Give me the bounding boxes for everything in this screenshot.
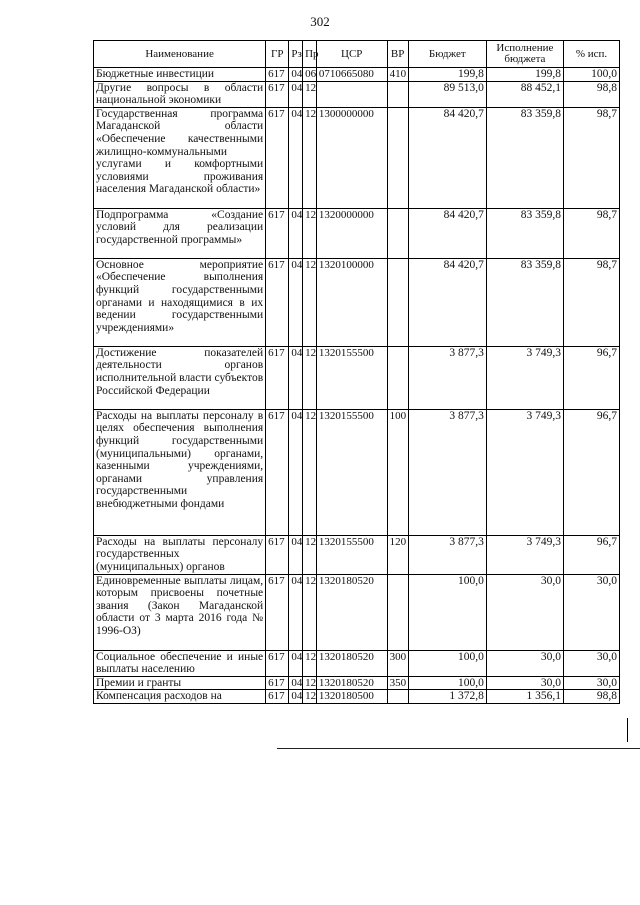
row-pct: 96,7 [563, 346, 619, 409]
row-name: Расходы на выплаты персоналу государственных (муниципальных) органов [94, 535, 266, 574]
row-name: Другие вопросы в области национальной экономики [94, 81, 266, 107]
row-rz: 04 [289, 258, 303, 346]
row-pr: 12 [303, 409, 317, 535]
header-csr: ЦСР [316, 41, 387, 68]
row-csr: 1320155500 [316, 535, 387, 574]
row-pct: 30,0 [563, 676, 619, 690]
row-rz: 04 [289, 68, 303, 82]
row-vr [387, 690, 408, 704]
row-rz: 04 [289, 346, 303, 409]
row-gr: 617 [266, 409, 289, 535]
row-pct: 96,7 [563, 535, 619, 574]
row-rz: 04 [289, 409, 303, 535]
row-gr: 617 [266, 258, 289, 346]
row-csr: 1320180520 [316, 650, 387, 676]
margin-mark [627, 718, 628, 742]
row-execution: 3 749,3 [486, 535, 563, 574]
row-budget: 84 420,7 [408, 107, 486, 208]
row-vr: 350 [387, 676, 408, 690]
row-csr: 1320155500 [316, 346, 387, 409]
row-pr: 12 [303, 258, 317, 346]
header-gr: ГР [266, 41, 289, 68]
table-row [94, 68, 620, 82]
row-vr: 410 [387, 68, 408, 82]
header-row [94, 41, 620, 68]
row-gr: 617 [266, 208, 289, 258]
row-budget: 199,8 [408, 68, 486, 82]
row-pr: 12 [303, 208, 317, 258]
row-execution: 3 749,3 [486, 346, 563, 409]
row-execution: 88 452,1 [486, 81, 563, 107]
header-execution: Исполнение бюджета [486, 41, 563, 68]
footer-rule [277, 748, 640, 749]
row-gr: 617 [266, 574, 289, 650]
row-name: Бюджетные инвестиции [94, 68, 266, 82]
row-execution: 83 359,8 [486, 107, 563, 208]
row-csr: 1320180520 [316, 574, 387, 650]
table-row [94, 535, 620, 574]
row-csr: 1320100000 [316, 258, 387, 346]
table-row [94, 676, 620, 690]
row-pr: 12 [303, 346, 317, 409]
header-pct: % исп. [563, 41, 619, 68]
row-execution: 3 749,3 [486, 409, 563, 535]
row-execution: 199,8 [486, 68, 563, 82]
row-budget: 100,0 [408, 676, 486, 690]
row-execution: 30,0 [486, 574, 563, 650]
row-rz: 04 [289, 574, 303, 650]
row-pr: 12 [303, 690, 317, 704]
page-number: 302 [310, 14, 330, 29]
row-pct: 98,8 [563, 81, 619, 107]
table-row [94, 346, 620, 409]
row-rz: 04 [289, 676, 303, 690]
row-rz: 04 [289, 535, 303, 574]
row-csr: 1300000000 [316, 107, 387, 208]
row-gr: 617 [266, 107, 289, 208]
header-budget: Бюджет [408, 41, 486, 68]
row-pr: 06 [303, 68, 317, 82]
row-vr [387, 208, 408, 258]
row-pct: 100,0 [563, 68, 619, 82]
row-vr: 120 [387, 535, 408, 574]
row-pr: 12 [303, 107, 317, 208]
row-budget: 84 420,7 [408, 258, 486, 346]
row-csr: 1320155500 [316, 409, 387, 535]
row-pct: 98,7 [563, 208, 619, 258]
row-gr: 617 [266, 535, 289, 574]
table-row [94, 690, 620, 704]
row-budget: 3 877,3 [408, 409, 486, 535]
row-name: Подпрограмма «Создание условий для реализации государственной программы» [94, 208, 266, 258]
row-execution: 83 359,8 [486, 258, 563, 346]
table-row [94, 208, 620, 258]
row-budget: 3 877,3 [408, 346, 486, 409]
row-pct: 98,7 [563, 258, 619, 346]
row-execution: 30,0 [486, 650, 563, 676]
row-csr [316, 81, 387, 107]
row-vr: 100 [387, 409, 408, 535]
table-row [94, 574, 620, 650]
header-name: Наименование [94, 41, 266, 68]
row-pr: 12 [303, 81, 317, 107]
row-vr [387, 81, 408, 107]
row-gr: 617 [266, 690, 289, 704]
row-gr: 617 [266, 650, 289, 676]
row-budget: 1 372,8 [408, 690, 486, 704]
header-rz: Рз [289, 41, 303, 68]
table-row [94, 107, 620, 208]
table-row [94, 650, 620, 676]
row-budget: 100,0 [408, 650, 486, 676]
row-rz: 04 [289, 81, 303, 107]
row-csr: 1320180520 [316, 676, 387, 690]
row-name: Премии и гранты [94, 676, 266, 690]
row-vr: 300 [387, 650, 408, 676]
row-execution: 83 359,8 [486, 208, 563, 258]
row-gr: 617 [266, 346, 289, 409]
row-pr: 12 [303, 574, 317, 650]
row-name: Социальное обеспечение и иные выплаты населению [94, 650, 266, 676]
row-pr: 12 [303, 650, 317, 676]
row-execution: 30,0 [486, 676, 563, 690]
row-name: Основное мероприятие «Обеспечение выполнения функций государственными органами и находящимися в их ведении государственными учреждениями» [94, 258, 266, 346]
row-rz: 04 [289, 107, 303, 208]
row-name: Компенсация расходов на [94, 690, 266, 704]
header-pr: Пр [303, 41, 317, 68]
row-csr: 0710665080 [316, 68, 387, 82]
row-rz: 04 [289, 208, 303, 258]
row-vr [387, 107, 408, 208]
row-budget: 3 877,3 [408, 535, 486, 574]
row-pct: 98,8 [563, 690, 619, 704]
row-budget: 84 420,7 [408, 208, 486, 258]
table-row [94, 81, 620, 107]
row-pct: 96,7 [563, 409, 619, 535]
row-csr: 1320180500 [316, 690, 387, 704]
table-row [94, 258, 620, 346]
row-execution: 1 356,1 [486, 690, 563, 704]
row-gr: 617 [266, 81, 289, 107]
row-name: Достижение показателей деятельности органов исполнительной власти субъектов Российской Федерации [94, 346, 266, 409]
row-pct: 30,0 [563, 650, 619, 676]
row-rz: 04 [289, 690, 303, 704]
row-csr: 1320000000 [316, 208, 387, 258]
row-pct: 98,7 [563, 107, 619, 208]
row-gr: 617 [266, 68, 289, 82]
budget-table [93, 40, 620, 704]
row-rz: 04 [289, 650, 303, 676]
row-name: Единовременные выплаты лицам, которым присвоены почетные звания (Закон Магаданской области от 3 марта 2016 года № 1996-ОЗ) [94, 574, 266, 650]
row-vr [387, 346, 408, 409]
row-vr [387, 574, 408, 650]
row-pr: 12 [303, 676, 317, 690]
row-budget: 89 513,0 [408, 81, 486, 107]
row-name: Государственная программа Магаданской области «Обеспечение качественными жилищно-коммунальными услугами и комфортными условиями проживания населения Магаданской области» [94, 107, 266, 208]
row-pr: 12 [303, 535, 317, 574]
row-name: Расходы на выплаты персоналу в целях обеспечения выполнения функций государственными (муниципальными) органами, казенными учреждениями, органами управления государственными внебюджетными фондами [94, 409, 266, 535]
header-vr: ВР [387, 41, 408, 68]
row-vr [387, 258, 408, 346]
row-pct: 30,0 [563, 574, 619, 650]
row-gr: 617 [266, 676, 289, 690]
table-row [94, 409, 620, 535]
row-budget: 100,0 [408, 574, 486, 650]
